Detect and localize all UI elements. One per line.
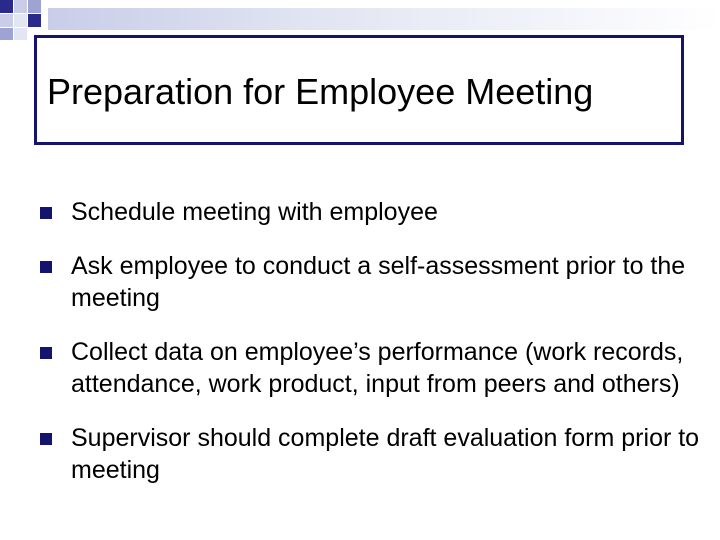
bullet-text: Ask employee to conduct a self-assessment prior to the meeting: [71, 252, 686, 312]
slide-title: Preparation for Employee Meeting: [47, 71, 594, 112]
bullet-text: Supervisor should complete draft evaluation form prior to meeting: [71, 424, 700, 484]
list-item: [40, 196, 700, 228]
list-item: [40, 422, 700, 486]
title-box: [34, 35, 684, 145]
list-item: [40, 336, 700, 400]
bullet-list: [40, 196, 700, 508]
bullet-text: Collect data on employee’s performance (work records, attendance, work product, input from peers and others): [71, 338, 684, 398]
bullet-text: Schedule meeting with employee: [71, 198, 438, 226]
square-bullet-icon: [40, 261, 52, 273]
list-item: [40, 250, 700, 314]
square-bullet-icon: [40, 347, 52, 359]
top-gradient-bar: [48, 8, 720, 30]
square-bullet-icon: [40, 433, 52, 445]
square-bullet-icon: [40, 207, 52, 219]
